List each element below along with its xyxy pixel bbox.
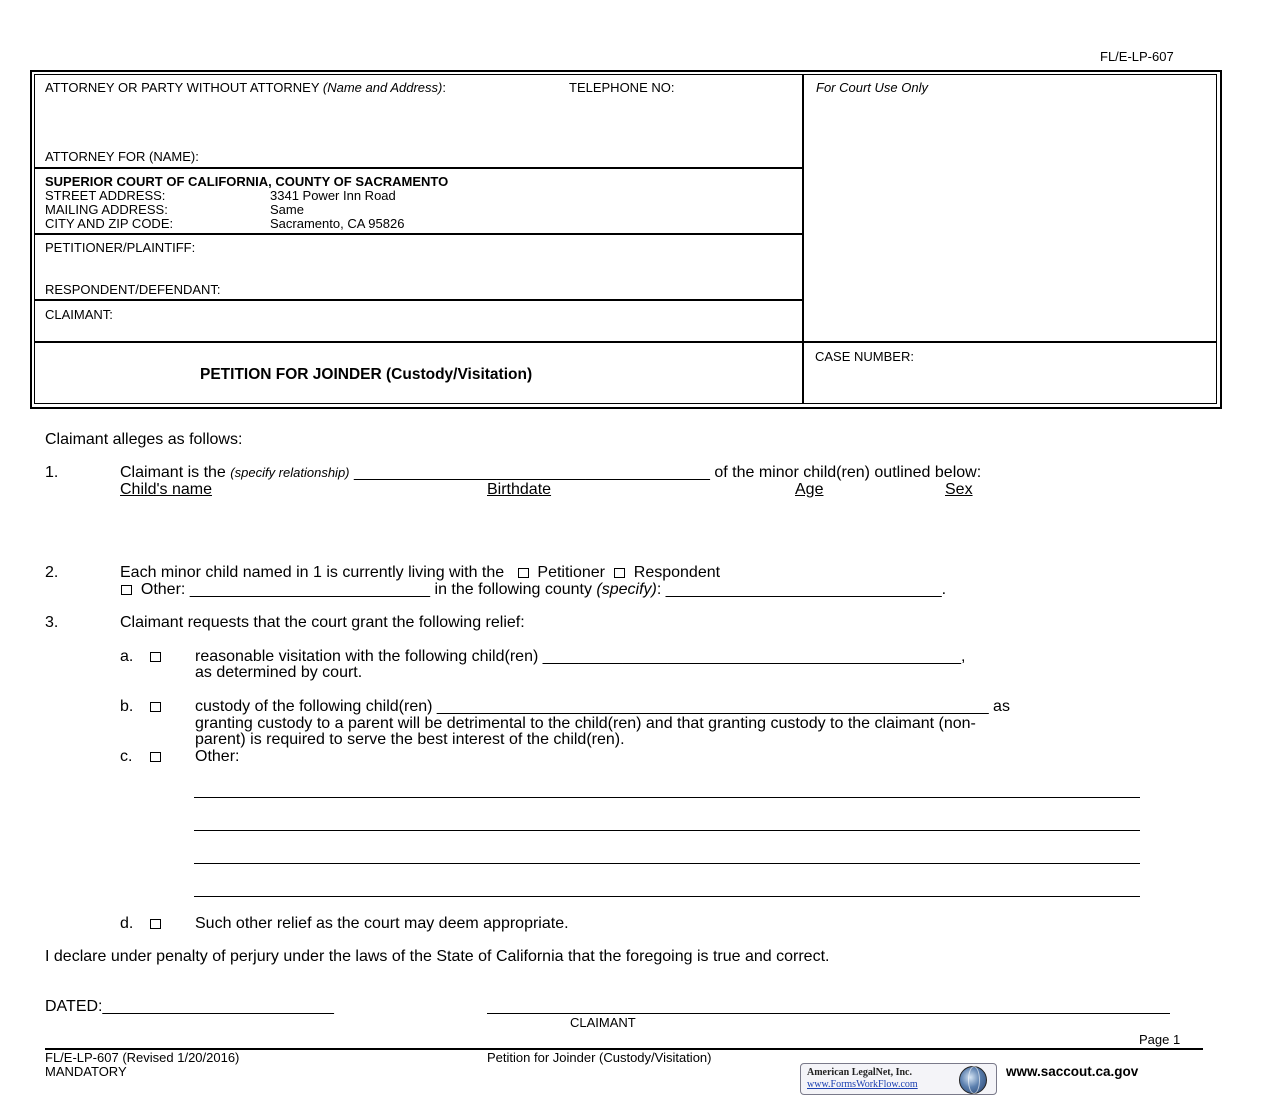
caption-inner-border <box>34 74 1217 404</box>
item-3d-checkbox[interactable] <box>150 919 161 929</box>
other-relief-line-4[interactable] <box>194 896 1140 897</box>
other-relief-line-1[interactable] <box>194 797 1140 798</box>
american-legalnet-logo[interactable] <box>800 1063 997 1095</box>
item-3b-label: b. <box>120 698 134 715</box>
item-3c-text: Other: <box>195 748 240 765</box>
col-childs-name: Child's name <box>120 481 212 498</box>
col-sex: Sex <box>945 481 973 498</box>
item-1-text: Claimant is the (specify relationship) ________________________________________ of the minor child(ren) outlined below: <box>120 464 982 481</box>
relationship-blank[interactable]: ________________________________________ <box>353 464 710 481</box>
page-number: Page 1 <box>1139 1032 1181 1047</box>
street-address-value: 3341 Power Inn Road <box>270 188 396 203</box>
item-2-other-line: Other: ___________________________ in the following county (specify): _______________________________. <box>121 581 946 599</box>
col-age: Age <box>795 481 824 498</box>
claimant-signature-line[interactable] <box>487 1013 1170 1014</box>
item-2-text: Each minor child named in 1 is currently living with the Petitioner Respondent <box>120 564 721 581</box>
city-zip-value: Sacramento, CA 95826 <box>270 216 405 231</box>
item-3d-label: d. <box>120 915 134 932</box>
dated-line: DATED:__________________________ <box>45 998 334 1015</box>
logo-url[interactable]: www.FormsWorkFlow.com <box>807 1079 918 1090</box>
caption-vertical-divider <box>802 74 804 404</box>
attorney-field-label: ATTORNEY OR PARTY WITHOUT ATTORNEY (Name and Address): <box>45 80 446 95</box>
case-number-label: CASE NUMBER: <box>815 349 914 364</box>
item-3a-checkbox[interactable] <box>150 652 161 662</box>
item-3a-line2: as determined by court. <box>195 664 363 681</box>
court-website[interactable]: www.saccout.ca.gov <box>1006 1064 1139 1079</box>
divider-title <box>34 341 1216 343</box>
item-3b-checkbox[interactable] <box>150 702 161 712</box>
court-name: SUPERIOR COURT OF CALIFORNIA, COUNTY OF SACRAMENTO <box>45 174 449 189</box>
item-3b-line1: custody of the following child(ren) ______________________________________________________________ as <box>195 698 1010 715</box>
form-title: PETITION FOR JOINDER (Custody/Visitation) <box>200 366 533 383</box>
attorney-for-label: ATTORNEY FOR (NAME): <box>45 149 199 164</box>
county-blank[interactable]: _______________________________. <box>665 581 947 598</box>
footer-form-title: Petition for Joinder (Custody/Visitation) <box>487 1050 712 1065</box>
court-use-label: For Court Use Only <box>816 80 928 95</box>
other-relief-line-3[interactable] <box>194 863 1140 864</box>
other-living-checkbox[interactable] <box>121 585 132 595</box>
street-address-label: STREET ADDRESS: <box>45 188 166 203</box>
telephone-label: TELEPHONE NO: <box>569 80 675 95</box>
declaration-text: I declare under penalty of perjury under the laws of the State of California that the foregoing is true and correct. <box>45 948 830 965</box>
item-1-number: 1. <box>45 464 59 481</box>
item-3-text: Claimant requests that the court grant the following relief: <box>120 614 525 631</box>
item-3-number: 3. <box>45 614 59 631</box>
item-3b-line2: granting custody to a parent will be detrimental to the child(ren) and that granting custody to the claimant (non- <box>195 715 976 732</box>
footer-mandatory: MANDATORY <box>45 1064 127 1079</box>
item-3b-line3: parent) is required to serve the best interest of the child(ren). <box>195 731 625 748</box>
divider-parties <box>34 299 803 301</box>
item-3c-checkbox[interactable] <box>150 752 161 762</box>
form-code-top: FL/E-LP-607 <box>1100 49 1174 64</box>
petitioner-checkbox[interactable] <box>518 568 529 578</box>
respondent-checkbox[interactable] <box>614 568 625 578</box>
intro-text: Claimant alleges as follows: <box>45 431 243 448</box>
footer-form-code: FL/E-LP-607 (Revised 1/20/2016) <box>45 1050 240 1065</box>
item-3a-line1: reasonable visitation with the following child(ren) _______________________________________________, <box>195 648 966 665</box>
claimant-caption-label: CLAIMANT: <box>45 307 113 322</box>
city-zip-label: CITY AND ZIP CODE: <box>45 216 174 231</box>
divider-court <box>34 233 803 235</box>
col-birthdate: Birthdate <box>487 481 552 498</box>
petitioner-label: PETITIONER/PLAINTIFF: <box>45 240 196 255</box>
item-3a-label: a. <box>120 648 134 665</box>
logo-company-name: American LegalNet, Inc. <box>807 1067 912 1078</box>
item-3d-text: Such other relief as the court may deem appropriate. <box>195 915 569 932</box>
mailing-address-label: MAILING ADDRESS: <box>45 202 168 217</box>
globe-icon <box>959 1066 987 1094</box>
other-relief-line-2[interactable] <box>194 830 1140 831</box>
mailing-address-value: Same <box>270 202 304 217</box>
item-3c-label: c. <box>120 748 133 765</box>
respondent-label: RESPONDENT/DEFENDANT: <box>45 282 221 297</box>
signature-label: CLAIMANT <box>570 1015 636 1030</box>
dated-blank[interactable]: __________________________ <box>102 998 334 1015</box>
other-living-blank[interactable]: ___________________________ <box>189 581 431 598</box>
divider-attorney <box>34 167 803 169</box>
item-2-number: 2. <box>45 564 59 581</box>
